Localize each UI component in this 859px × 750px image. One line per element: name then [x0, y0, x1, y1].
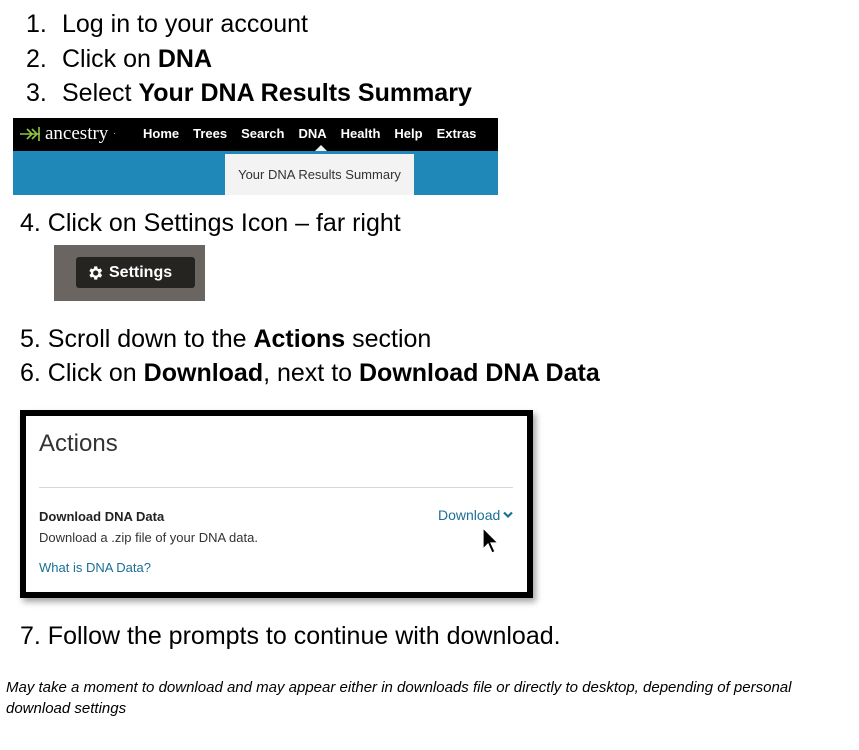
nav-item-health[interactable]: Health — [340, 126, 381, 141]
download-button[interactable] — [438, 507, 513, 523]
what-is-dna-data-link[interactable]: What is DNA Data? — [39, 560, 151, 575]
download-description: Download a .zip file of your DNA data. — [39, 530, 258, 545]
step-5: 5. Scroll down to the Actions section — [20, 325, 432, 353]
settings-label: Settings — [109, 263, 173, 281]
step-7: 7. Follow the prompts to continue with download. — [20, 622, 561, 650]
step-2: 2. Click on DNA — [26, 45, 213, 73]
actions-title: Actions — [39, 430, 118, 457]
step-4: 4. Click on Settings Icon – far right — [20, 209, 401, 237]
chevron-down-icon — [503, 511, 513, 519]
settings-screenshot — [54, 245, 205, 301]
nav-item-home[interactable]: Home — [143, 126, 180, 141]
ancestry-leaf-icon — [19, 126, 41, 142]
nav-bar — [13, 118, 498, 151]
nav-item-trees[interactable]: Trees — [193, 126, 228, 141]
download-label: Download — [438, 507, 501, 523]
step-6: 6. Click on Download, next to Download DNA Data — [20, 359, 600, 387]
download-dna-data-heading: Download DNA Data — [39, 509, 165, 524]
ancestry-logo[interactable] — [19, 123, 116, 145]
settings-button[interactable] — [76, 257, 195, 288]
logo-text: ancestry — [45, 123, 109, 144]
divider — [39, 487, 513, 488]
note-text: May take a moment to download and may appear either in downloads file or directly to desktop, depending of personal download settings — [6, 679, 792, 717]
ancestry-nav-screenshot — [13, 118, 498, 195]
nav-item-extras[interactable]: Extras — [436, 126, 477, 141]
mouse-pointer-icon — [481, 527, 501, 555]
step-3: 3. Select Your DNA Results Summary — [26, 79, 472, 107]
nav-item-help[interactable]: Help — [394, 126, 423, 141]
nav-item-search[interactable]: Search — [241, 126, 285, 141]
logo-mark: · — [113, 130, 116, 138]
dropdown-your-dna-results-summary[interactable]: Your DNA Results Summary — [225, 154, 414, 195]
gear-icon — [86, 264, 104, 282]
actions-screenshot — [20, 410, 533, 598]
step-1: 1. Log in to your account — [26, 10, 308, 38]
nav-item-dna[interactable]: DNA — [298, 126, 327, 141]
nav-menu — [143, 126, 490, 141]
